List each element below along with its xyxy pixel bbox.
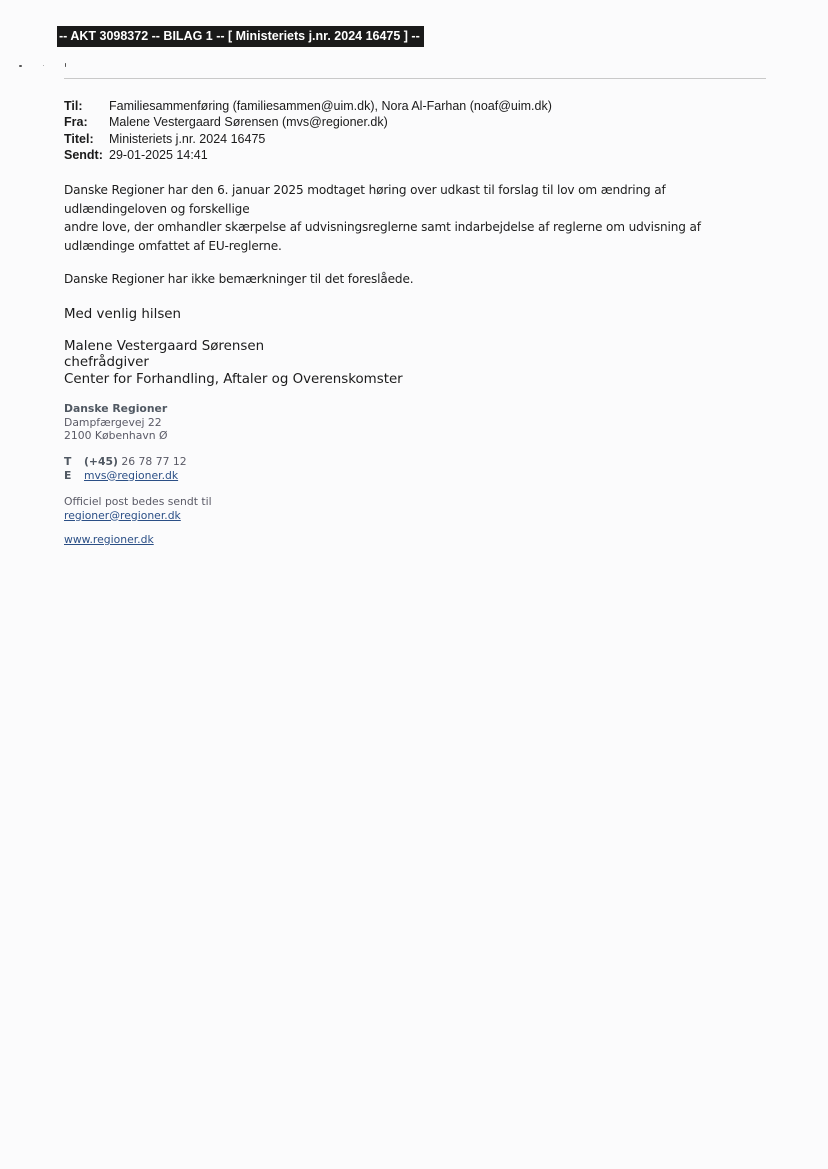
scan-speck — [43, 65, 44, 66]
from-label: Fra: — [64, 115, 88, 130]
email-link[interactable]: mvs@regioner.dk — [84, 468, 179, 482]
phone-number: 26 78 77 12 — [121, 455, 187, 468]
sent-row — [64, 147, 552, 163]
organization-street: Dampfærgevej 22 — [64, 415, 162, 429]
header-divider — [64, 78, 766, 79]
email-headers — [64, 98, 552, 163]
email-label: E — [64, 468, 72, 482]
case-stamp: -- AKT 3098372 -- BILAG 1 -- [ Ministeriets j.nr. 2024 16475 ] -- — [57, 26, 424, 47]
body-line: udlændingeloven og forskellige — [64, 201, 250, 216]
to-row — [64, 98, 552, 114]
closing-greeting: Med venlig hilsen — [64, 307, 182, 322]
organization-name: Danske Regioner — [64, 402, 168, 415]
from-row — [64, 114, 552, 130]
phone-row — [64, 455, 187, 469]
organization-city: 2100 København Ø — [64, 429, 168, 443]
signature-department: Center for Forhandling, Aftaler og Overenskomster — [64, 371, 403, 387]
sent-value: 29-01-2025 14:41 — [109, 147, 208, 162]
email-row — [64, 469, 187, 483]
title-value: Ministeriets j.nr. 2024 16475 — [109, 131, 266, 146]
scan-speck — [65, 63, 66, 67]
email-body — [64, 181, 784, 255]
organization-block — [64, 402, 168, 443]
signature-block — [64, 339, 403, 388]
body-line: Danske Regioner har den 6. januar 2025 modtaget høring over udkast til forslag til lov om ændring af — [64, 183, 666, 197]
scan-speck — [19, 65, 22, 67]
official-email-link[interactable]: regioner@regioner.dk — [64, 508, 181, 522]
phone-label: T — [64, 455, 72, 468]
body-line: andre love, der omhandler skærpelse af udvisningsreglerne samt indarbejdelse af reglerne om udvisning af — [64, 220, 701, 234]
title-label: Titel: — [64, 131, 94, 146]
body-remark: Danske Regioner har ikke bemærkninger til det foreslåede. — [64, 272, 414, 286]
body-line: udlændinge omfattet af EU-reglerne. — [64, 238, 282, 253]
phone-country-code: (+45) — [84, 455, 118, 468]
official-mail-note: Officiel post bedes sendt til — [64, 495, 212, 508]
signature-role: chefrådgiver — [64, 355, 149, 371]
contact-block — [64, 455, 187, 482]
to-label: Til: — [64, 99, 83, 113]
signature-name: Malene Vestergaard Sørensen — [64, 339, 265, 354]
to-value: Familiesammenføring (familiesammen@uim.dk), Nora Al-Farhan (noaf@uim.dk) — [109, 99, 552, 113]
website-link[interactable]: www.regioner.dk — [64, 533, 154, 546]
title-row — [64, 131, 552, 147]
official-mail-block — [64, 495, 212, 522]
from-value: Malene Vestergaard Sørensen (mvs@regioner.dk) — [109, 115, 388, 130]
sent-label: Sendt: — [64, 147, 103, 162]
